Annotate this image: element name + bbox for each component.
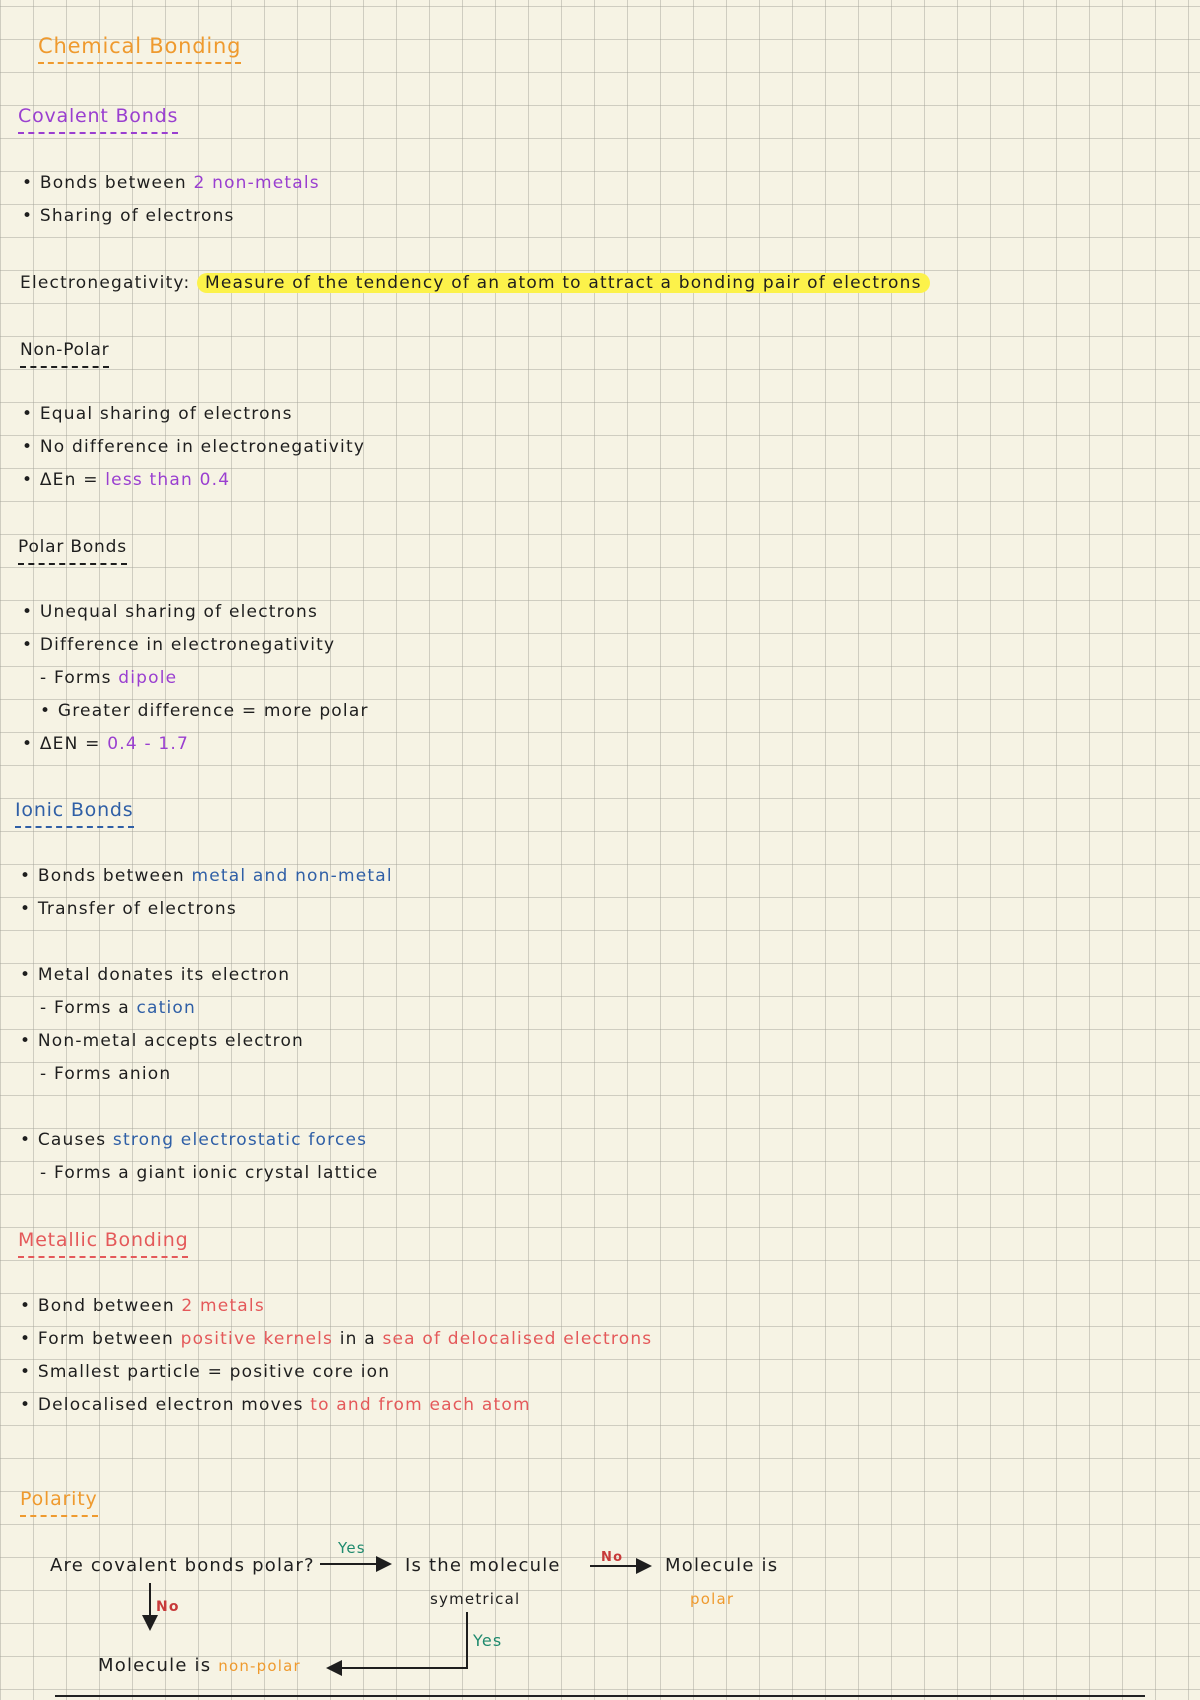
polarity-result-nonpolar: Molecule is non-polar: [98, 1655, 301, 1676]
polar-bullet-1: • Unequal sharing of electrons: [22, 602, 319, 622]
covalent-bullet-1: • Bonds between 2 non-metals: [22, 173, 320, 193]
polarity-yes-1: Yes: [338, 1539, 366, 1557]
polarity-question-1: Are covalent bonds polar?: [50, 1555, 315, 1576]
ionic-heading: Ionic Bonds: [15, 798, 134, 828]
polarity-question-2: Is the molecule: [405, 1555, 561, 1576]
metallic-bullet-3: • Smallest particle = positive core ion: [20, 1362, 391, 1382]
polarity-result-polar-value: polar: [690, 1590, 735, 1608]
nonpolar-heading: Non-Polar: [20, 338, 109, 368]
ionic-bullet-3: • Metal donates its electron: [20, 965, 291, 985]
metallic-heading: Metallic Bonding: [18, 1228, 188, 1258]
polar-sub-1: - Forms dipole: [40, 668, 178, 688]
ionic-sub-3: - Forms a giant ionic crystal lattice: [40, 1163, 379, 1183]
polarity-question-2-line-2: symetrical: [430, 1590, 521, 1608]
electronegativity-definition: Electronegativity: Measure of the tendency of an atom to attract a bonding pair of electrons: [20, 272, 930, 294]
metallic-bullet-4: • Delocalised electron moves to and from each atom: [20, 1395, 531, 1415]
polar-heading: Polar Bonds: [18, 535, 127, 565]
polarity-result-polar-label: Molecule is: [665, 1555, 779, 1576]
nonpolar-bullet-3: • ΔEn = less than 0.4: [22, 470, 231, 490]
polarity-no-1: No: [601, 1550, 624, 1565]
ionic-sub-2: - Forms anion: [40, 1064, 172, 1084]
polarity-heading: Polarity: [20, 1487, 98, 1517]
covalent-heading: Covalent Bonds: [18, 104, 178, 134]
metallic-bullet-2: • Form between positive kernels in a sea of delocalised electrons: [20, 1329, 653, 1349]
ionic-sub-1: - Forms a cation: [40, 998, 196, 1018]
covalent-bullet-2: • Sharing of electrons: [22, 206, 235, 226]
polarity-yes-2: Yes: [473, 1631, 503, 1650]
ionic-bullet-4: • Non-metal accepts electron: [20, 1031, 305, 1051]
metallic-bullet-1: • Bond between 2 metals: [20, 1296, 265, 1316]
arrow-yes-2: [330, 1612, 467, 1668]
nonpolar-bullet-1: • Equal sharing of electrons: [22, 404, 293, 424]
nonpolar-bullet-2: • No difference in electronegativity: [22, 437, 366, 457]
ionic-bullet-1: • Bonds between metal and non-metal: [20, 866, 393, 886]
bottom-rule: [55, 1695, 1145, 1697]
polar-bullet-2: • Difference in electronegativity: [22, 635, 336, 655]
polarity-no-2: No: [156, 1599, 180, 1615]
ionic-bullet-5: • Causes strong electrostatic forces: [20, 1130, 368, 1150]
polar-bullet-3: • ΔEN = 0.4 - 1.7: [22, 734, 190, 754]
ionic-bullet-2: • Transfer of electrons: [20, 899, 237, 919]
page-title: Chemical Bonding: [38, 34, 241, 64]
polar-sub-2: • Greater difference = more polar: [40, 701, 369, 721]
